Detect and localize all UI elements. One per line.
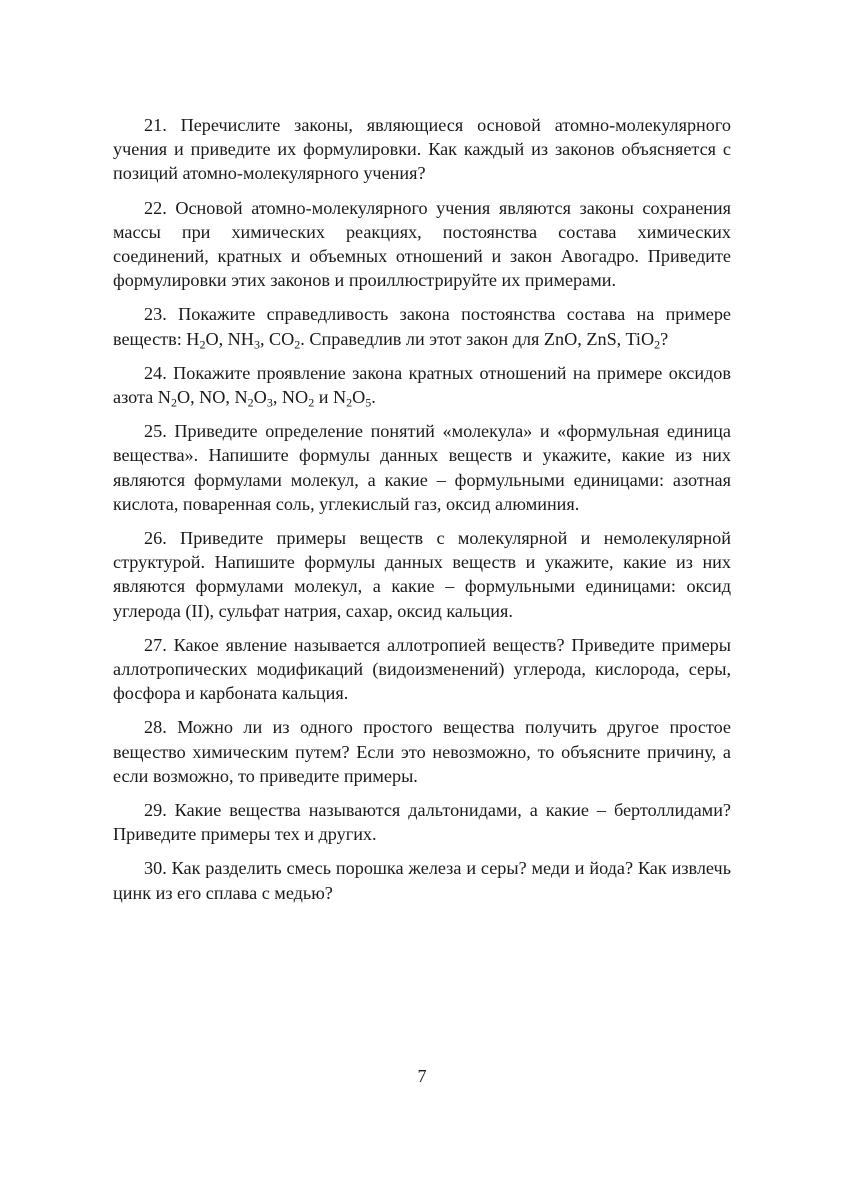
question-25: 25. Приведите определение понятий «молекула» и «формульная единица вещества». Напишите формулы данных веществ и укажите, какие из них являются формулами молекул, а какие – формульными единицами: азотная кислота, поваренная соль, углекислый газ, оксид алюминия. [113,421,731,514]
question-28: 28. Можно ли из одного простого вещества получить другое простое вещество химическим путем? Если это невозможно, то объясните причину, а если возможно, то приведите примеры. [113,717,731,786]
question-21: 21. Перечислите законы, являющиеся основой атомно-молекулярного учения и приведите их формулировки. Как каждый из законов объясняется с позиций атомно-молекулярного учения? [113,115,731,184]
page-number: 7 [417,1066,427,1086]
question-23: 23. Покажите справедливость закона постоянства состава на примере веществ: $H_2O$, $NH_3$, $CO_2$. Справедлив ли этот закон для ZnO, ZnS, TiO$_2$? [113,304,731,351]
question-22: 22. Основой атомно-молекулярного учения являются законы сохранения массы при химических реакциях, постоянства состава химических соединений, кратных и объемных отношений и закон Авогадро. Приведите формулировки этих законов и проиллюстрируйте их примерами. [113,197,731,291]
question-26: 26. Приведите примеры веществ с молекулярной и немолекулярной структурой. Напишите формулы данных веществ и укажите, какие из них являются формулами молекул, а какие – формульными единицами: оксид углерода (II), сульфат натрия, сахар, оксид кальция. [113,528,731,621]
question-24: 24. Покажите проявление закона кратных отношений на примере оксидов азота $N_2O$, NO, $N_2O_3$, $NO_2$ и $N_2O_5$. [113,362,731,410]
questions-list [113,113,731,915]
question-27: 27. Какое явление называется аллотропией веществ? Приведите примеры аллотропических модификаций (видоизменений) углерода, кислорода, серы, фосфора и карбоната кальция. [113,634,731,704]
question-29: 29. Какие вещества называются дальтонидами, а какие – бертоллидами? Приведите примеры тех и других. [113,800,731,845]
question-30: 30. Как разделить смесь порошка железа и серы? меди и йода? Как извлечь цинк из его сплава с медью? [113,858,731,903]
